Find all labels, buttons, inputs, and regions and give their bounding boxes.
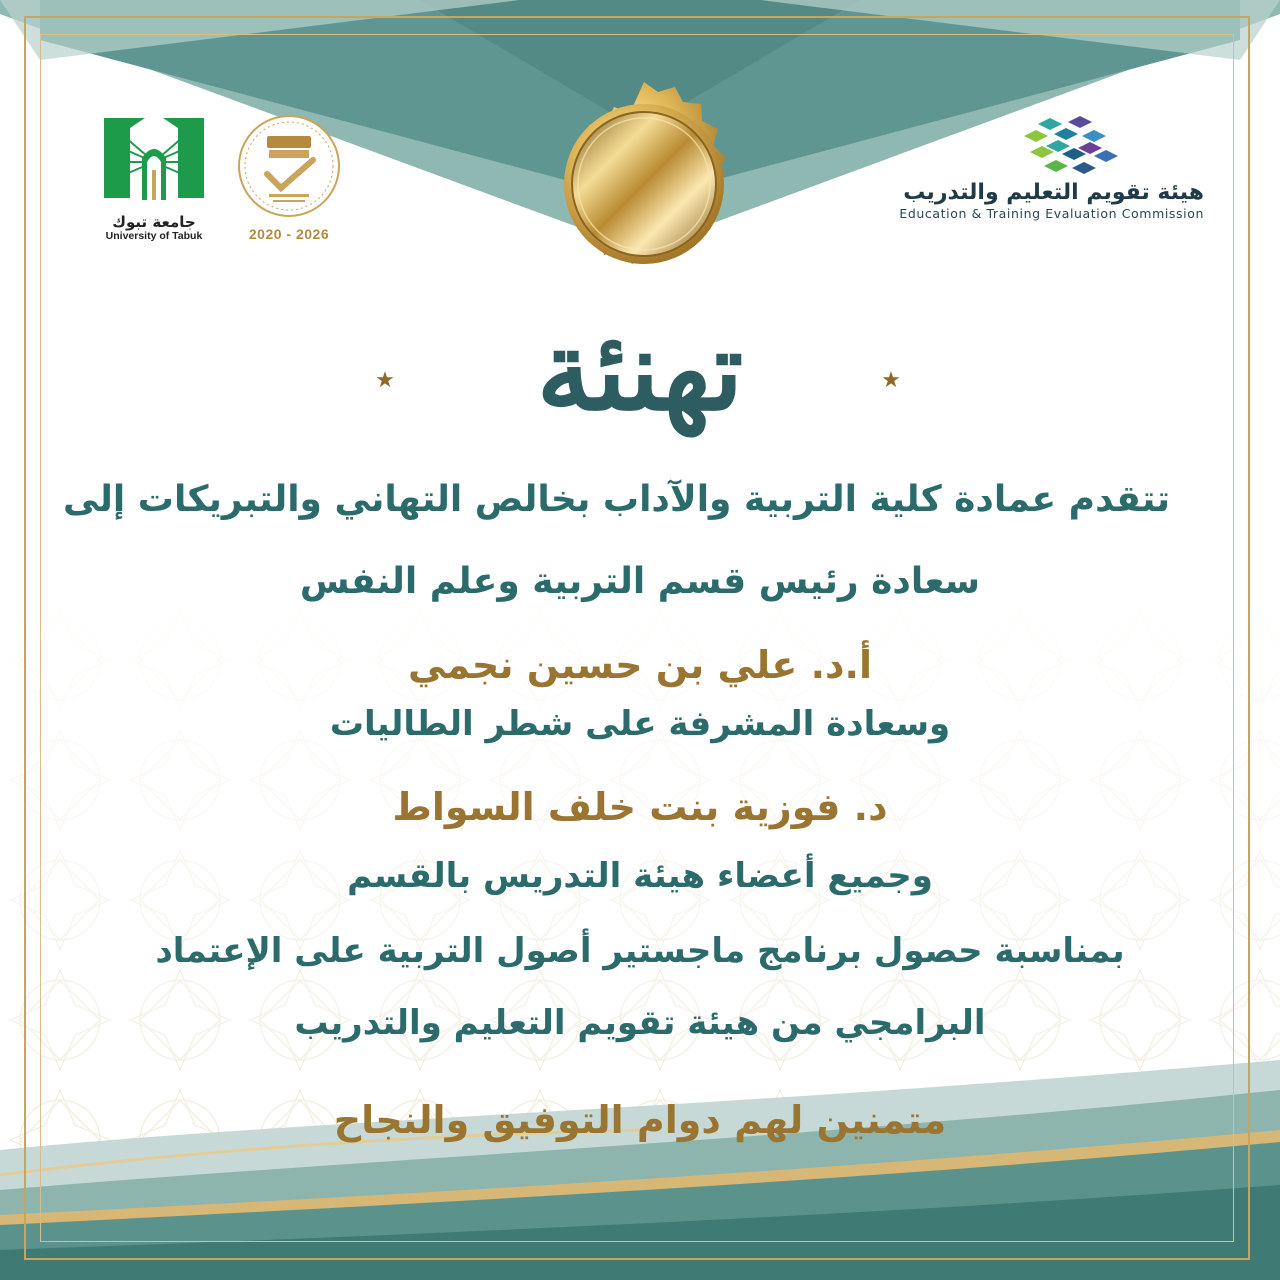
- message-line-6: وجميع أعضاء هيئة التدريس بالقسم: [347, 856, 933, 896]
- closing-wish: متمنين لهم دوام التوفيق والنجاح: [333, 1098, 947, 1142]
- gold-medal-icon: [538, 78, 750, 290]
- university-logo: [98, 108, 210, 248]
- message-line-2: سعادة رئيس قسم التربية وعلم النفس: [299, 561, 981, 602]
- commission-arabic-name: هيئة تقويم التعليم والتدريب: [903, 180, 1204, 205]
- recipient-name-2: د. فوزية بنت خلف السواط: [392, 785, 888, 829]
- message-line-4: وسعادة المشرفة على شطر الطاليات: [329, 704, 951, 744]
- congratulations-title: تهنئة: [536, 306, 744, 435]
- university-arabic-name: جامعة تبوك: [112, 213, 196, 231]
- message-line-1: تتقدم عمادة كلية التربية والآداب بخالص التهاني والتبريكات إلى: [62, 479, 1170, 520]
- commission-logo: [874, 112, 1204, 242]
- accreditation-seal: [230, 112, 348, 246]
- commission-english-name: Education & Training Evaluation Commission: [899, 206, 1204, 221]
- etec-logo-icon: [874, 112, 1204, 174]
- message-line-7: بمناسبة حصول برنامج ماجستير أصول التربية على الإعتماد: [155, 931, 1125, 971]
- accredited-seal-icon: [231, 112, 347, 220]
- university-of-tabuk-logo: [100, 108, 208, 212]
- accreditation-years: 2020 - 2026: [248, 226, 330, 242]
- recipient-name-1: أ.د. علي بن حسين نجمي: [407, 643, 873, 687]
- university-english-name: University of Tabuk: [105, 230, 203, 242]
- message-line-8: البرامجي من هيئة تقويم التعليم والتدريب: [294, 1003, 986, 1043]
- star-icon: ★: [881, 368, 901, 393]
- star-icon: ★: [375, 368, 395, 393]
